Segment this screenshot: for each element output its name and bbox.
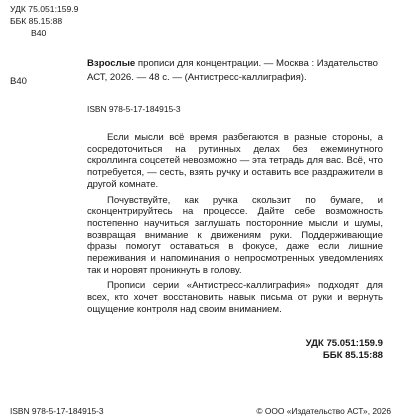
classification-bbk: ББК 85.15:88	[322, 350, 383, 361]
book-title-lead: Взрослые	[87, 58, 136, 69]
annotation-text	[87, 132, 383, 320]
header-bbk: ББК 85.15:88	[10, 16, 63, 26]
header-udk: УДК 75.051:159.9	[10, 4, 79, 14]
footer-isbn: ISBN 978-5-17-184915-3	[10, 406, 104, 416]
bibliographic-record	[87, 57, 383, 84]
annotation-paragraph: Почувствуйте, как ручка скользит по бумаге, и сконцентрируйтесь на процессе. Дайте себе возможность постепенно научиться заглушать посторонние мысли и шумы, возвращая внимание к движениям руки. Поддерживающие фразы помогут оставаться в фокусе, даже если лишние переживания и напоминания о непросмотренных уведомлениях так и норовят проникнуть в голову.	[87, 194, 383, 276]
bibliographic-description: прописи для концентрации. — Москва : Издательство АСТ, 2026. — 48 с. — (Антистресс-каллиграфия).	[87, 58, 379, 83]
classification-udk: УДК 75.051:159.9	[305, 338, 383, 349]
footer-copyright: © ООО «Издательство АСТ», 2026	[256, 406, 391, 416]
annotation-paragraph: Прописи серии «Антистресс-каллиграфия» подходят для всех, кто хочет восстановить навык письма от руки и вернуть ощущение контроля над своим вниманием.	[87, 280, 383, 315]
header-author-code: В40	[31, 28, 47, 38]
annotation-paragraph: Если мысли всё время разбегаются в разные стороны, а сосредоточиться на рутинных делах без ежеминутного скроллинга соцсетей невозможно — эта тетрадь для вас. Всё, что потребуется, — сесть, взять ручку и оставить все раздражители в другой комнате.	[87, 132, 383, 190]
bibliography-isbn: ISBN 978-5-17-184915-3	[87, 104, 181, 114]
bibliography-author-code: В40	[10, 76, 27, 87]
